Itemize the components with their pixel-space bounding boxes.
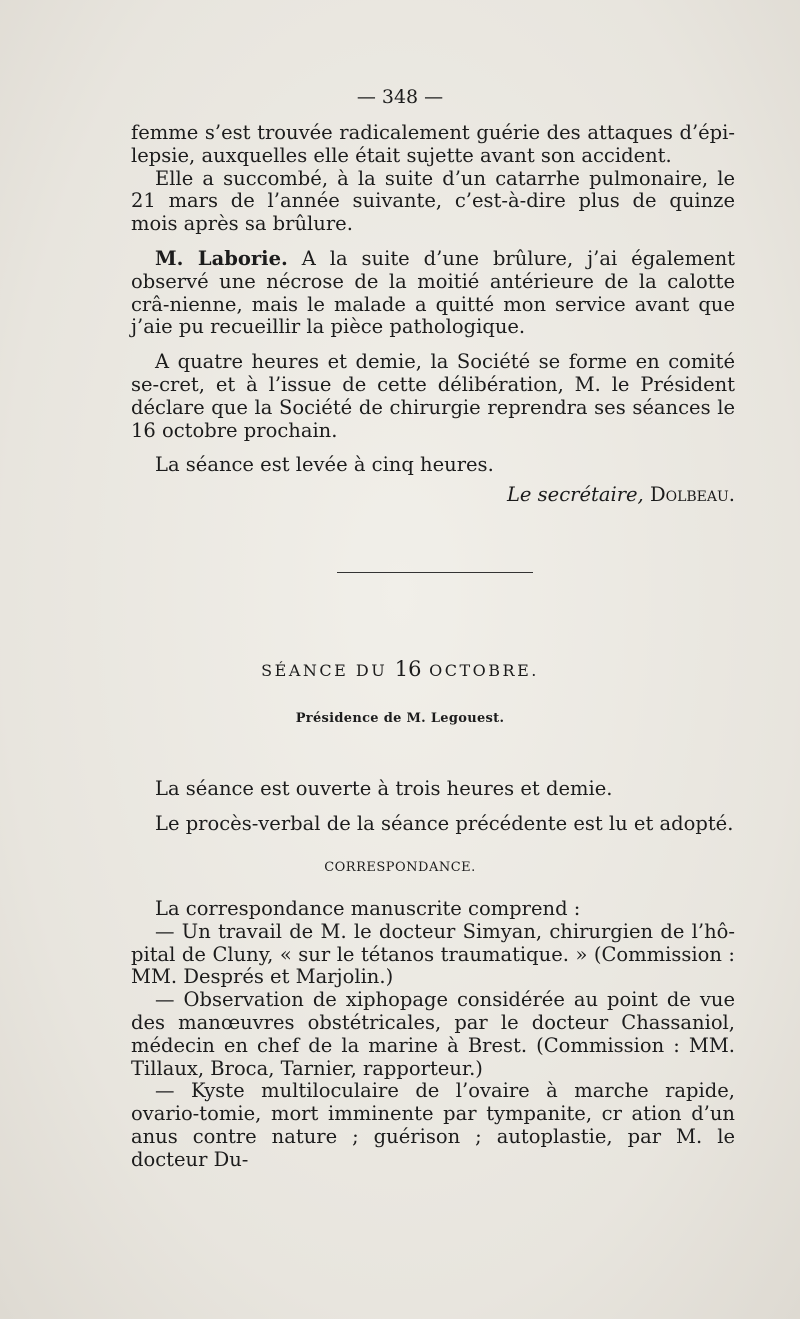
paragraph-proces-verbal: Le procès-verbal de la séance précédente est lu et adopté. [155,811,734,835]
speaker-name: M. Laborie. [155,246,288,270]
correspondance-intro: La correspondance manuscrite comprend : [155,897,581,920]
page-number: — 348 — [356,86,444,108]
paragraph-laborie [131,248,735,339]
correspondance-item: — Un travail de M. le docteur Simyan, chirurgien de l’hô-pital de Cluny, « sur le tétanos traumatique. » (Commission : MM. Després et Marjolin.) [131,919,735,989]
text-block-middle [131,778,735,836]
seance-date: 16 [394,657,422,681]
text-block-correspondance [131,898,735,1172]
paragraph-comite-secret: A quatre heures et demie, la Société se forme en comité se-cret, et à l’issue de cette délibération, M. le Président déclare que la Société de chirurgie reprendra ses séances le 16 octobre prochain. [131,350,735,442]
signature-role: Le secrétaire, [506,483,644,507]
paragraph-epilepsie: femme s’est trouvée radicalement guérie des attaques d’épi-lepsie, auxquelles elle était sujette avant son accident. [131,121,735,167]
correspondance-heading: CORRESPONDANCE. [324,860,476,875]
paragraph-succombe: Elle a succombé, à la suite d’un catarrhe pulmonaire, le 21 mars de l’année suivante, c’est-à-dire plus de quinze mois après sa brûlure. [131,166,735,236]
correspondance-item: — Observation de xiphopage considérée au point de vue des manœuvres obstétricales, par le docteur Chassaniol, médecin en chef de la marine à Brest. (Commission : MM. Tillaux, Broca, Tarnier, rapporteur.) [131,988,735,1080]
seance-heading [0,657,800,681]
signature-name: Dolbeau. [649,483,735,507]
paragraph-seance-levee: La séance est levée à cinq heures. [155,453,494,477]
paragraph-ouverture: La séance est ouverte à trois heures et demie. [155,777,613,800]
seance-label: SÉANCE DU [261,661,388,680]
section-divider [337,572,533,573]
presidence-heading: Présidence de M. Legouest. [295,711,505,726]
text-block-top [131,122,735,507]
correspondance-item: — Kyste multiloculaire de l’ovaire à marche rapide, ovario-tomie, mort imminente par tympanite, cr ation d’un anus contre nature ; guérison ; autoplastie, par M. le docteur Du- [131,1079,735,1171]
secretary-signature [131,484,735,507]
speaker-text: A la suite d’une brûlure, j’ai également observé une nécrose de la moitié antérieure de la calotte crâ-nienne, mais le malade a quitté mon service avant que j’aie pu recueillir la pièce pathologique. [131,246,736,339]
seance-month: OCTOBRE. [429,661,539,680]
